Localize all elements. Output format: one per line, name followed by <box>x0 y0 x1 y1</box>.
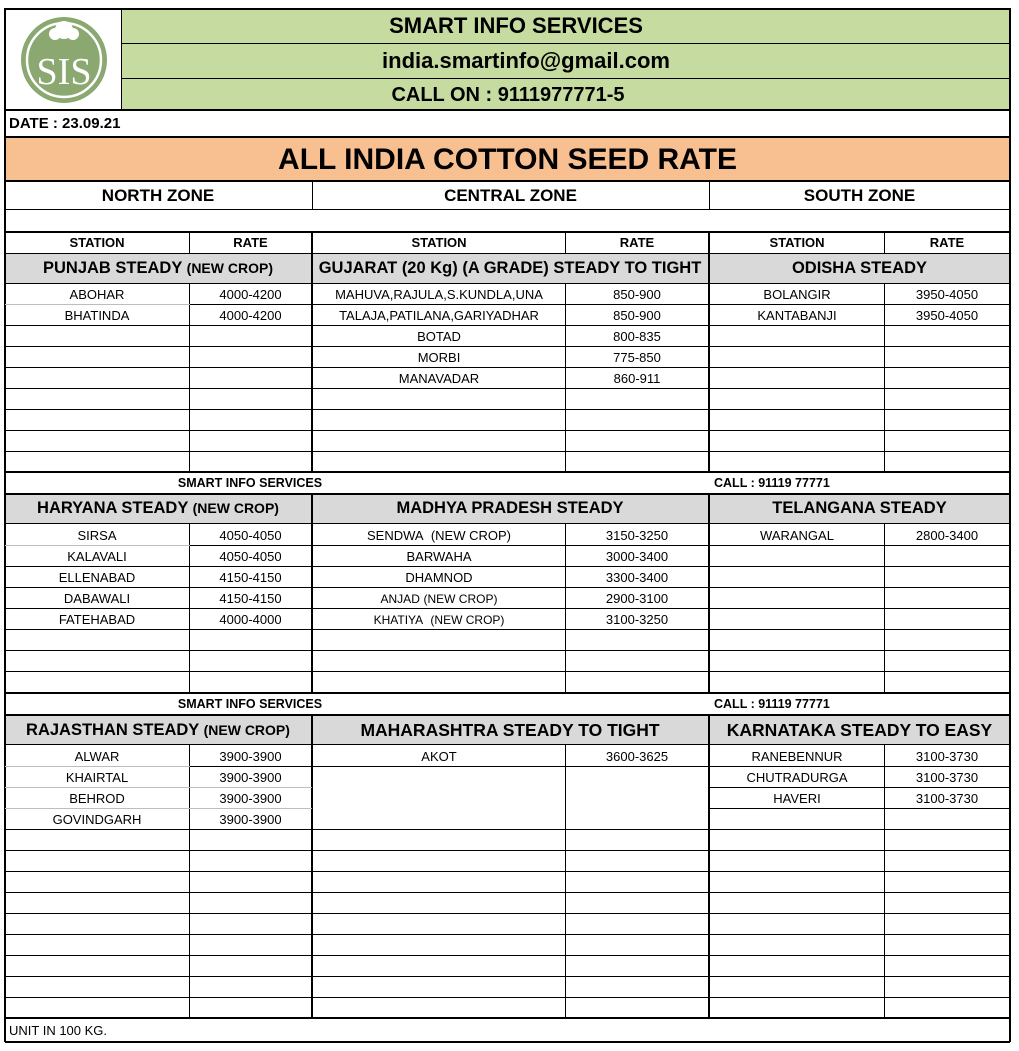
station-note: (NEW CROP) <box>423 592 498 606</box>
table-cell-station: BARWAHA <box>406 549 472 564</box>
grid-line <box>5 109 1010 111</box>
grid-line <box>5 1017 1010 1019</box>
grid-line <box>5 671 1010 672</box>
table-cell-station: MANAVADAR <box>398 371 480 386</box>
grid-line <box>313 766 709 767</box>
table-cell-rate: 3100-3730 <box>915 749 979 764</box>
grid-line <box>5 997 1010 998</box>
table-cell-station: ABOHAR <box>69 287 125 302</box>
section-title-haryana <box>5 500 311 517</box>
table-cell-rate: 3300-3400 <box>605 570 669 585</box>
table-cell-rate: 3600-3625 <box>605 749 669 764</box>
grid-line <box>710 766 1010 767</box>
table-cell-station: AKOT <box>421 749 457 764</box>
table-cell-rate: 4000-4200 <box>219 308 282 323</box>
grid-line <box>5 209 1010 210</box>
station-name: ANJAD <box>380 592 420 606</box>
table-cell-station: KALAVALI <box>67 549 127 564</box>
grid-line <box>5 409 1010 410</box>
table-cell-rate: 3950-4050 <box>915 287 979 302</box>
table-cell-station: ALWAR <box>74 749 120 764</box>
station-note: (NEW CROP) <box>430 613 505 627</box>
grid-line <box>5 829 1010 830</box>
zone-central: CENTRAL ZONE <box>444 186 577 205</box>
table-cell-rate: 3900-3900 <box>219 791 282 806</box>
grid-line <box>5 283 1010 284</box>
grid-line <box>5 976 1010 977</box>
table-cell-rate: 775-850 <box>613 350 661 365</box>
banner-call: CALL : 91119 77771 <box>714 697 830 711</box>
section-title-maharashtra: MAHARASHTRA STEADY TO TIGHT <box>360 720 660 740</box>
table-cell-rate: 3150-3250 <box>605 528 669 543</box>
table-cell-station: BHATINDA <box>64 308 130 323</box>
grid-line <box>5 136 1010 138</box>
grid-line <box>5 629 1010 630</box>
section-title-punjab <box>5 260 311 277</box>
grid-line <box>5 430 1010 431</box>
grid-line <box>5 231 1010 233</box>
zone-north: NORTH ZONE <box>101 186 215 205</box>
table-cell-rate: 2900-3100 <box>605 591 669 606</box>
table-cell-station: BOLANGIR <box>763 287 831 302</box>
section-title-suffix: (NEW CROP) <box>203 722 290 738</box>
column-header-station: STATION <box>69 235 125 250</box>
table-cell-station: KHAIRTAL <box>65 770 129 785</box>
section-title-text: HARYANA STEADY <box>37 499 189 517</box>
grid-line <box>5 325 1010 326</box>
table-cell-rate: 4050-4050 <box>219 528 282 543</box>
grid-line <box>122 43 1010 44</box>
grid-line <box>5 955 1010 956</box>
grid-line <box>5 367 1010 368</box>
table-cell-station: WARANGAL <box>760 528 834 543</box>
banner-company: SMART INFO SERVICES <box>177 476 323 490</box>
page-title: ALL INDIA COTTON SEED RATE <box>278 143 737 176</box>
table-cell-rate: 800-835 <box>613 329 661 344</box>
table-cell-station: ELLENABAD <box>58 570 136 585</box>
section-title-suffix: (NEW CROP) <box>186 260 273 276</box>
table-cell-station <box>313 613 565 626</box>
table-cell-station: DABAWALI <box>63 591 131 606</box>
table-cell-rate: 3900-3900 <box>219 812 282 827</box>
banner-call: CALL : 91119 77771 <box>714 476 830 490</box>
grid-line <box>5 744 1010 745</box>
grid-line <box>5 180 1010 182</box>
column-header-rate: RATE <box>619 235 655 250</box>
grid-line <box>5 493 1010 495</box>
grid-line <box>5 1041 1010 1043</box>
table-cell-rate: 850-900 <box>613 287 661 302</box>
grid-line <box>190 304 311 305</box>
logo-icon <box>8 10 120 106</box>
section-title-text: RAJASTHAN STEADY <box>26 721 200 739</box>
column-header-rate: RATE <box>233 235 268 250</box>
grid-line <box>5 850 1010 851</box>
table-cell-rate: 4000-4200 <box>219 287 282 302</box>
table-cell-station: MAHUVA,RAJULA,S.KUNDLA,UNA <box>335 287 543 302</box>
section-title-rajasthan <box>5 722 311 739</box>
table-cell-station: KANTABANJI <box>757 308 837 323</box>
grid-line <box>122 78 1010 79</box>
grid-line <box>710 787 1010 788</box>
table-cell-rate: 860-911 <box>613 371 661 386</box>
grid-line <box>5 608 1010 609</box>
grid-line <box>5 808 312 809</box>
section-title-telangana: TELANGANA STEADY <box>772 499 947 517</box>
grid-line <box>5 692 1010 694</box>
section-title-suffix: (NEW CROP) <box>192 500 279 516</box>
grid-line <box>5 388 1010 389</box>
table-cell-rate: 4150-4150 <box>219 591 282 606</box>
table-cell-station: GOVINDGARH <box>52 812 142 827</box>
table-cell-rate: 3950-4050 <box>915 308 979 323</box>
station-name: SENDWA <box>367 528 424 543</box>
logo <box>8 10 120 106</box>
table-cell-station: RANEBENNUR <box>751 749 843 764</box>
table-cell-rate: 3900-3900 <box>219 770 282 785</box>
section-title-gujarat: GUJARAT (20 Kg) (A GRADE) STEADY TO TIGHT <box>318 259 702 277</box>
banner-company: SMART INFO SERVICES <box>177 697 323 711</box>
table-cell-station <box>313 592 565 605</box>
grid-line <box>5 304 190 305</box>
grid-line <box>5 587 1010 588</box>
grid-line <box>5 913 1010 914</box>
contact-phone: CALL ON : 9111977771-5 <box>391 84 625 106</box>
table-cell-station: DHAMNOD <box>405 570 473 585</box>
column-header-rate: RATE <box>929 235 965 250</box>
grid-line <box>5 451 1010 452</box>
station-name: KHATIYA <box>373 613 424 627</box>
grid-line <box>710 304 1010 305</box>
grid-line <box>190 545 311 546</box>
contact-email[interactable]: india.smartinfo@gmail.com <box>382 48 670 73</box>
grid-line <box>5 545 190 546</box>
table-cell-rate: 2800-3400 <box>915 528 979 543</box>
table-cell-rate: 850-900 <box>613 308 661 323</box>
grid-line <box>5 8 1010 10</box>
grid-line <box>5 892 1010 893</box>
column-header-station: STATION <box>411 235 467 250</box>
table-cell-rate: 4150-4150 <box>219 570 282 585</box>
table-cell-station: MORBI <box>417 350 461 365</box>
table-cell-rate: 4000-4000 <box>219 612 282 627</box>
logo-letters: SIS <box>36 51 92 93</box>
grid-line <box>710 808 1010 809</box>
table-cell-rate: 3000-3400 <box>605 549 669 564</box>
section-title-madhya-pradesh: MADHYA PRADESH STEADY <box>396 499 624 517</box>
zone-south: SOUTH ZONE <box>803 186 916 205</box>
section-title-odisha: ODISHA STEADY <box>791 259 928 277</box>
table-cell-station: FATEHABAD <box>58 612 136 627</box>
column-header-station: STATION <box>769 235 825 250</box>
grid-line <box>5 650 1010 651</box>
table-cell-station: BEHROD <box>69 791 125 806</box>
grid-line <box>5 471 1010 473</box>
grid-line <box>708 494 710 692</box>
table-cell-station <box>313 529 565 542</box>
station-note: (NEW CROP) <box>430 528 511 543</box>
grid-line <box>5 566 1010 567</box>
grid-line <box>5 787 312 788</box>
grid-line <box>5 934 1010 935</box>
table-cell-station: CHUTRADURGA <box>746 770 848 785</box>
table-cell-rate: 3100-3250 <box>605 612 669 627</box>
unit-note: UNIT IN 100 KG. <box>9 1023 108 1038</box>
grid-line <box>5 871 1010 872</box>
company-name: SMART INFO SERVICES <box>389 13 643 38</box>
grid-line <box>5 523 1010 524</box>
table-cell-rate: 3100-3730 <box>915 791 979 806</box>
grid-line <box>5 346 1010 347</box>
grid-line <box>313 545 709 546</box>
table-cell-station: SIRSA <box>77 528 117 543</box>
grid-line <box>5 253 1010 254</box>
section-title-karnataka: KARNATAKA STEADY TO EASY <box>726 720 993 740</box>
table-cell-station: HAVERI <box>773 791 821 806</box>
grid-line <box>190 766 311 767</box>
grid-line <box>313 304 709 305</box>
table-cell-rate: 3100-3730 <box>915 770 979 785</box>
section-title-text: PUNJAB STEADY <box>43 259 183 277</box>
grid-line <box>710 545 1010 546</box>
table-cell-station: BOTAD <box>417 329 461 344</box>
table-cell-rate: 3900-3900 <box>219 749 282 764</box>
table-cell-station: TALAJA,PATILANA,GARIYADHAR <box>339 308 539 323</box>
report-date: DATE : 23.09.21 <box>9 115 121 132</box>
table-cell-rate: 4050-4050 <box>219 549 282 564</box>
grid-line <box>5 714 1010 716</box>
grid-line <box>5 766 190 767</box>
